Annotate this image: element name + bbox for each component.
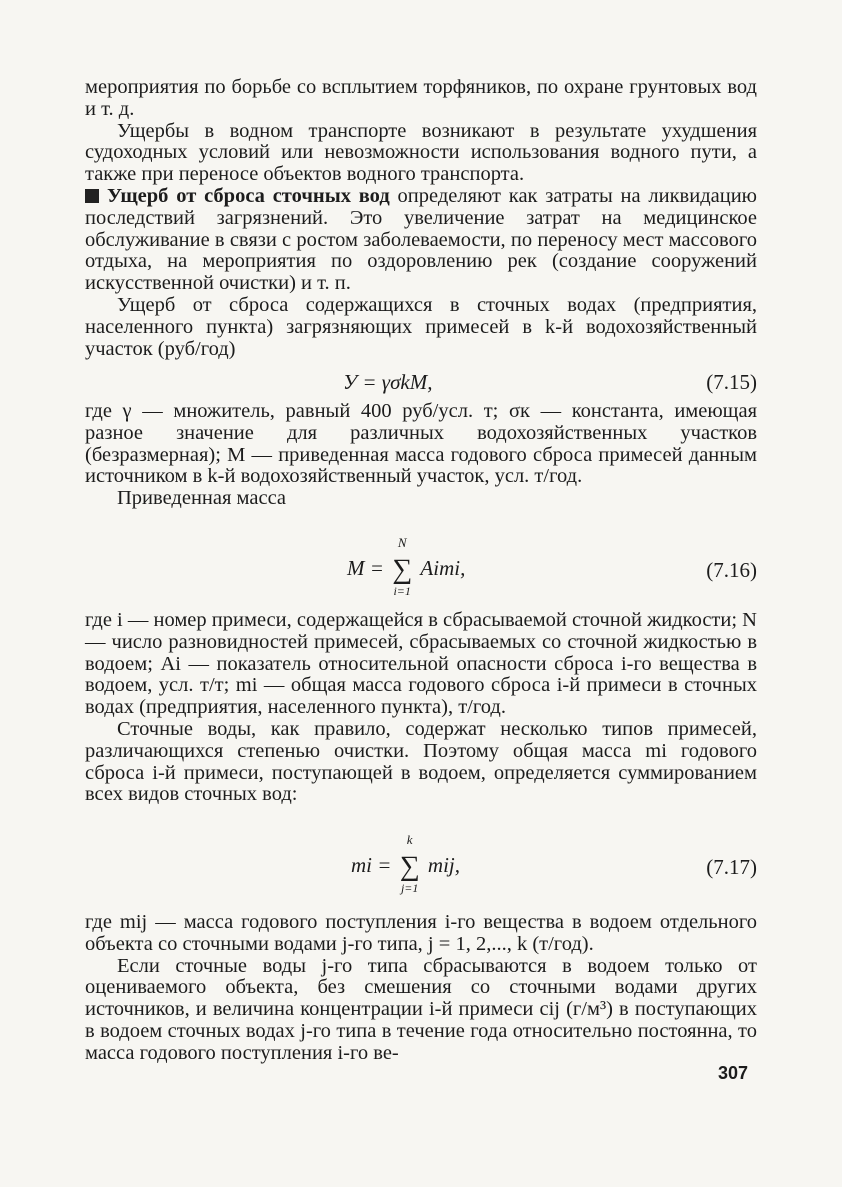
sum-sign-icon: ∑ N i=1: [389, 556, 415, 584]
paragraph-6: Приведенная масса: [117, 487, 287, 510]
paragraph-3-rest: определяют как затраты на ликвидацию последствий загрязнений. Это увеличение затрат на медицинское обслуживание в связи с ростом заболеваемости, по переносу мест массового отдыха, на мероприятия по оздоровлению рек (создание сооружений искусственной очистки) и т. п.: [85, 184, 757, 295]
formula-7-15-expr: У = γσkМ,: [343, 370, 433, 394]
text-block-2: [85, 401, 757, 510]
page-number: 307: [718, 1063, 749, 1083]
sum-sign-icon: ∑ k j=1: [397, 853, 423, 881]
formula-7-16-sum-bottom: i=1: [393, 584, 411, 599]
paragraph-7: где i — номер примеси, содержащейся в сбрасываемой сточной жидкости; N — число разновидностей примесей, сбрасываемых со сточной жидкостью в водоем; Ai — показатель относительной опасности сброса i-го вещества в водоем, усл. т/т; mi — общая масса годового сброса i-й примеси в сточных водах (предприятия, населенного пункта), т/год.: [85, 609, 757, 719]
text-block-3: [85, 610, 757, 806]
paragraph-10: Если сточные воды j-го типа сбрасываются в водоем только от оцениваемого объекта, без смешения со сточными водами других источников, и величина концентрации i-й примеси cij (г/м³) в поступающих в водоем сточных водах j-го типа в течение года относительно постоянна, то масса годового поступления i-го ве-: [85, 954, 757, 1064]
formula-7-16-sum-top: N: [397, 535, 407, 551]
paragraph-3-bold: Ущерб от сброса сточных вод: [107, 184, 390, 207]
formula-7-17-sum-top: k: [406, 832, 413, 848]
formula-7-16: [85, 535, 757, 599]
paragraph-9: где mij — масса годового поступления i-го вещества в водоем отдельного объекта со сточными водами j-го типа, j = 1, 2,..., k (т/год).: [85, 911, 757, 955]
formula-7-17-body: mij,: [427, 853, 461, 877]
formula-7-15-number: (7.15): [706, 370, 757, 394]
formula-7-17: [85, 832, 757, 896]
formula-7-17-left: mi =: [351, 853, 392, 877]
formula-7-17-sum-bottom: j=1: [400, 881, 419, 896]
paragraph-5: где γ — множитель, равный 400 руб/усл. т; σк — константа, имеющая разное значение для различных водохозяйственных участков (безразмерная); М — приведенная масса годового сброса примесей данным источником в k-й водохозяйственный участок, усл. т/год.: [85, 400, 757, 488]
paragraph-8: Сточные воды, как правило, содержат несколько типов примесей, различающихся степенью очистки. Поэтому общая масса mi годового сброса i-й примеси, поступающей в водоем, определяется суммированием всех видов сточных вод:: [85, 717, 757, 806]
formula-7-16-body: Aimi,: [420, 556, 466, 580]
paragraph-4: Ущерб от сброса содержащихся в сточных водах (предприятия, населенного пункта) загрязняющих примесей в k-й водохозяйственный участок (руб/год): [85, 293, 757, 360]
formula-7-16-number: (7.16): [706, 558, 757, 582]
square-bullet-icon: [85, 189, 99, 203]
paragraph-1: мероприятия по борьбе со всплытием торфяников, по охране грунтовых вод и т. д.: [85, 76, 757, 120]
formula-7-17-number: (7.17): [706, 855, 757, 879]
paragraph-3: [85, 186, 757, 295]
paragraph-2: Ущербы в водном транспорте возникают в результате ухудшения судоходных условий или невозможности использования водного пути, а также при переносе объектов водного транспорта.: [85, 119, 757, 186]
formula-7-16-left: М =: [347, 556, 384, 580]
formula-7-15: [85, 370, 757, 396]
text-block-top: [85, 77, 757, 360]
text-block-4: [85, 912, 757, 1065]
